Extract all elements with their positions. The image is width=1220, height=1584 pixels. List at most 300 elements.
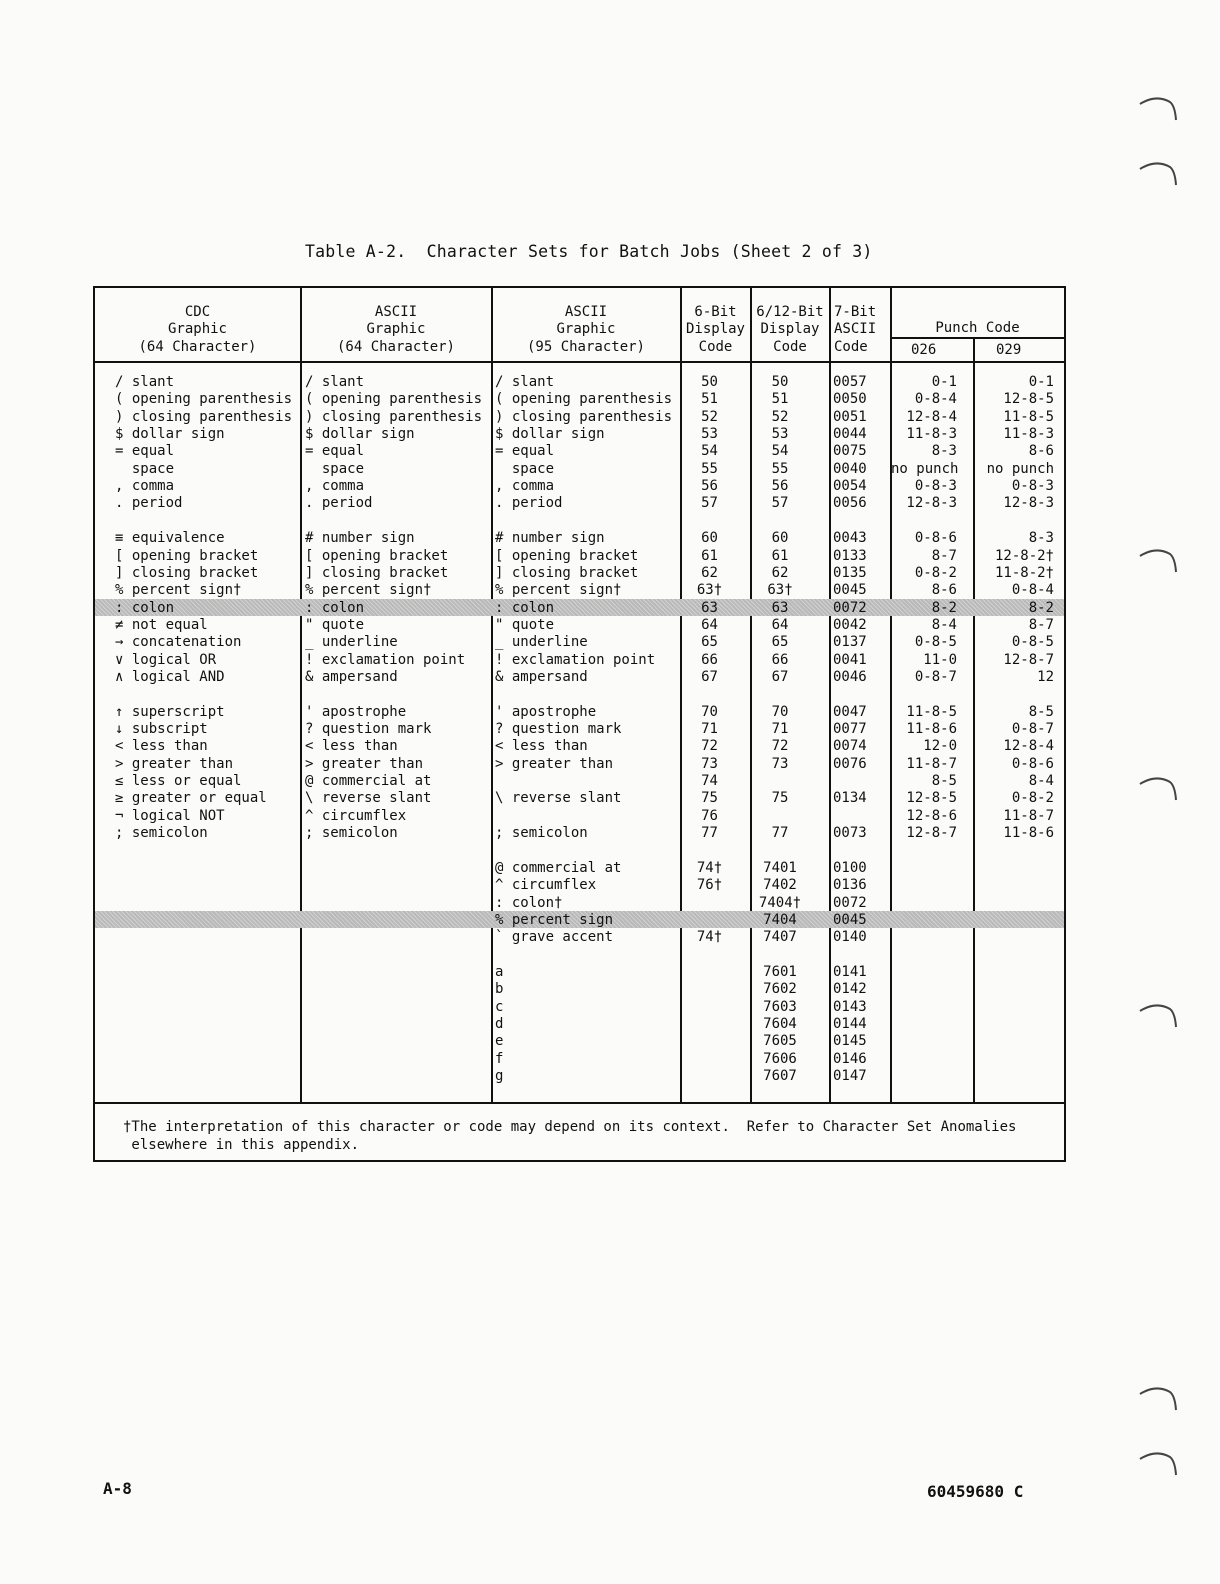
cell-ascii95-graphic: ) closing parenthesis [495,408,673,425]
cell-punch-029: 0-8-3 [1011,478,1054,495]
cell-7bit-ascii: 0051 [833,408,867,425]
cell-cdc-graphic [115,686,300,703]
cell-ascii95-graphic: < less than [495,738,588,755]
cell-6bit-display [681,1068,738,1085]
cell-7bit-ascii: 0145 [833,1033,867,1050]
cell-punch-026: 0-8-5 [914,634,957,651]
binder-hole-mark [1138,90,1178,124]
cell-punch-026: 8-4 [931,616,957,633]
cell-punch-029 [974,686,1054,703]
cell-7bit-ascii: 0045 [833,582,867,599]
cell-7bit-ascii: 0072 [833,599,867,616]
cell-ascii64-graphic: ? question mark [305,721,432,737]
cell-punch-026: 12-8-7 [906,825,957,842]
cell-7bit-ascii: 0076 [833,755,867,772]
cell-cdc-graphic [115,895,300,912]
cell-6bit-display [681,1016,738,1033]
cell-cdc-graphic: ↓ subscript [115,721,208,737]
cell-ascii64-graphic: : colon [305,599,365,616]
cell-ascii64-graphic: # number sign [305,530,415,547]
cell-7bit-ascii [833,842,889,859]
cell-punch-026 [891,877,957,894]
cell-ascii95-graphic: : colon [495,599,555,616]
cell-ascii95-graphic: ? question mark [495,721,622,737]
header-6bit-display: 6-Bit Display Code [685,304,745,355]
cell-cdc-graphic: ≡ equivalence [115,530,225,547]
cell-7bit-ascii [833,513,889,530]
cell-punch-029 [974,929,1054,946]
cell-612bit-display: 77 [771,825,789,842]
cell-ascii95-graphic: [ opening bracket [495,547,639,564]
header-punch-code: Punch Code [935,320,1020,336]
cell-7bit-ascii [833,686,889,703]
cell-7bit-ascii: 0043 [833,530,867,547]
cell-612bit-display [751,947,809,964]
cell-ascii64-graphic [305,1068,491,1085]
cell-ascii95-graphic: c [495,998,504,1015]
cell-612bit-display: 71 [771,721,789,737]
cell-punch-026: 12-8-3 [906,495,957,512]
cell-ascii64-graphic [305,513,491,530]
cell-punch-026 [891,842,957,859]
cell-612bit-display: 55 [771,460,789,477]
cell-ascii64-graphic [305,912,491,929]
cell-6bit-display: 71 [701,721,718,737]
cell-punch-026 [891,895,957,912]
cell-6bit-display [681,964,738,981]
cell-7bit-ascii [833,808,889,825]
cell-ascii64-graphic: space [305,460,365,477]
cell-ascii64-graphic: . period [305,495,373,512]
cell-punch-029: 11-8-5 [1003,408,1054,425]
cell-612bit-display: 53 [771,426,789,443]
cell-612bit-display: 75 [771,790,789,807]
table-title: Table A-2. Character Sets for Batch Jobs (Sheet 2 of 3) [305,242,873,261]
cell-cdc-graphic: ( opening parenthesis [115,391,293,408]
cell-ascii64-graphic: ; semicolon [305,825,398,842]
cell-punch-026: 11-0 [923,651,957,668]
cell-punch-029: 0-8-7 [1011,721,1054,737]
cell-612bit-display [751,842,809,859]
cell-612bit-display: 63† [767,582,793,599]
cell-612bit-display: 7401 [763,859,797,876]
cell-6bit-display: 57 [701,495,718,512]
cell-ascii64-graphic [305,842,491,859]
cell-punch-026: 0-8-2 [914,564,957,581]
cell-6bit-display: 76 [701,807,718,824]
cell-612bit-display: 57 [771,495,789,512]
cell-ascii95-graphic: ! exclamation point [495,651,656,668]
cell-punch-026 [891,1016,957,1033]
cell-ascii95-graphic: b [495,981,504,998]
cell-612bit-display: 7604 [763,1015,797,1032]
cell-punch-026: 0-8-3 [914,478,957,495]
cell-cdc-graphic: ; semicolon [115,825,208,842]
cell-7bit-ascii: 0046 [833,668,867,685]
cell-punch-029: 8-4 [1028,773,1054,790]
cell-6bit-display [681,1051,738,1068]
cell-ascii95-graphic: . period [495,495,563,512]
col-divider [300,288,302,1103]
cell-ascii64-graphic [305,981,491,998]
cell-7bit-ascii: 0134 [833,790,867,807]
cell-612bit-display: 61 [771,547,789,564]
cell-7bit-ascii: 0141 [833,963,867,980]
cell-612bit-display: 70 [771,703,789,720]
cell-6bit-display: 54 [701,443,718,460]
cell-7bit-ascii: 0057 [833,374,867,390]
cell-7bit-ascii: 0146 [833,1050,867,1067]
cell-cdc-graphic: $ dollar sign [115,426,225,443]
cell-612bit-display: 62 [771,564,789,581]
cell-ascii95-graphic: a [495,963,504,980]
cell-ascii64-graphic: = equal [305,443,365,460]
cell-7bit-ascii: 0056 [833,495,867,512]
binder-hole-mark [1138,1380,1178,1414]
cell-punch-029: 12-8-2† [994,547,1054,564]
cell-ascii64-graphic [305,999,491,1016]
cell-6bit-display: 62 [701,564,718,581]
cell-punch-029: no punch [986,460,1054,477]
cell-ascii95-graphic: > greater than [495,755,614,772]
cell-cdc-graphic [115,513,300,530]
cell-ascii95-graphic: @ commercial at [495,859,622,876]
cell-7bit-ascii: 0147 [833,1068,867,1084]
cell-punch-026: 11-8-5 [906,703,957,720]
col-divider [829,288,831,1103]
cell-ascii64-graphic: ( opening parenthesis [305,391,483,408]
cell-ascii95-graphic: ( opening parenthesis [495,391,673,408]
cell-punch-029: 0-8-4 [1011,582,1054,599]
cell-7bit-ascii [833,947,889,964]
cell-punch-026: 12-0 [923,738,957,755]
cell-punch-026 [891,513,957,530]
cell-6bit-display: 74 [701,773,718,790]
cell-punch-029 [974,1033,1054,1050]
cell-punch-029 [974,877,1054,894]
cell-612bit-display: 63 [771,599,789,616]
cell-ascii64-graphic: @ commercial at [305,773,432,790]
cell-punch-026: 8-3 [931,443,957,460]
cell-7bit-ascii: 0040 [833,460,867,477]
cell-612bit-display: 7606 [763,1050,797,1067]
cell-ascii64-graphic [305,929,491,946]
binder-hole-mark [1138,542,1178,576]
binder-hole-mark [1138,770,1178,804]
cell-ascii64-graphic [305,686,491,703]
cell-punch-029: 11-8-6 [1003,825,1054,842]
cell-cdc-graphic: → concatenation [115,634,242,651]
cell-612bit-display: 65 [771,634,789,651]
cell-ascii95-graphic: " quote [495,616,555,633]
cell-punch-029 [974,964,1054,981]
cell-612bit-display: 7602 [763,981,797,998]
cell-6bit-display: 64 [701,616,718,633]
cell-cdc-graphic: : colon [115,599,175,616]
cell-punch-026: 12-8-5 [906,790,957,807]
cell-cdc-graphic: ≤ less or equal [115,773,242,790]
cell-6bit-display [681,981,738,998]
cell-7bit-ascii: 0075 [833,443,867,460]
cell-6bit-display: 63† [696,582,723,599]
cell-6bit-display: 67 [701,668,718,685]
cell-punch-026: no punch [891,460,959,477]
cell-punch-029 [974,1068,1054,1085]
cell-ascii64-graphic: ] closing bracket [305,564,449,581]
cell-punch-026 [891,964,957,981]
cell-7bit-ascii: 0142 [833,981,867,998]
cell-punch-029 [974,860,1054,877]
cell-ascii95-graphic: $ dollar sign [495,426,605,443]
page-number: A-8 [103,1479,132,1498]
cell-ascii95-graphic: e [495,1033,504,1050]
cell-ascii64-graphic [305,860,491,877]
cell-ascii95-graphic: / slant [495,374,555,390]
cell-punch-029 [974,999,1054,1016]
cell-cdc-graphic: < less than [115,738,208,755]
binder-hole-mark [1138,997,1178,1031]
cell-6bit-display [681,947,738,964]
cell-ascii95-graphic [495,808,681,825]
cell-ascii95-graphic: % percent sign† [495,582,622,599]
cell-cdc-graphic [115,860,300,877]
cell-6bit-display: 51 [701,391,718,408]
cell-612bit-display: 54 [771,443,789,460]
cell-ascii64-graphic: , comma [305,478,365,495]
cell-ascii64-graphic: < less than [305,738,398,755]
cell-punch-029: 8-7 [1028,616,1054,633]
cell-612bit-display [751,686,809,703]
cell-6bit-display: 73 [701,755,718,772]
cell-punch-026 [891,999,957,1016]
footnote: †The interpretation of this character or code may depend on its context. Refer to Character Set Anomalies elsewhere in this appendix. [123,1119,1017,1153]
cell-ascii95-graphic: g [495,1068,504,1084]
cell-612bit-display: 67 [771,668,789,685]
cell-ascii95-graphic [495,773,681,790]
cell-cdc-graphic: , comma [115,478,175,495]
col-divider [491,288,493,1103]
cell-punch-029: 0-8-2 [1011,790,1054,807]
cell-6bit-display [681,895,738,912]
cell-7bit-ascii: 0047 [833,703,867,720]
cell-6bit-display: 74† [696,929,723,946]
cell-6bit-display: 75 [701,790,718,807]
footnote-rule [95,1102,1064,1104]
cell-6bit-display [681,842,738,859]
cell-punch-029: 12-8-5 [1003,391,1054,408]
cell-612bit-display: 50 [771,374,789,390]
cell-6bit-display: 55 [701,460,718,477]
cell-ascii95-graphic: & ampersand [495,668,588,685]
cell-punch-026 [891,1033,957,1050]
cell-cdc-graphic: ↑ superscript [115,703,225,720]
cell-ascii95-graphic: ; semicolon [495,825,588,842]
cell-612bit-display: 7402 [763,877,797,894]
cell-cdc-graphic: ≠ not equal [115,616,208,633]
cell-punch-026: 12-8-4 [906,408,957,425]
cell-612bit-display [751,513,809,530]
cell-612bit-display: 56 [771,478,789,495]
cell-ascii95-graphic [495,686,681,703]
cell-6bit-display [681,513,738,530]
cell-7bit-ascii: 0072 [833,894,867,911]
cell-punch-029 [974,1016,1054,1033]
cell-ascii64-graphic: _ underline [305,634,398,651]
cell-punch-026: 0-8-7 [914,668,957,685]
cell-7bit-ascii: 0140 [833,929,867,946]
cell-612bit-display: 7607 [763,1068,797,1084]
cell-cdc-graphic: ∨ logical OR [115,651,217,668]
cell-ascii64-graphic: ' apostrophe [305,703,407,720]
cell-cdc-graphic [115,981,300,998]
cell-cdc-graphic: ¬ logical NOT [115,807,225,824]
cell-cdc-graphic [115,842,300,859]
binder-hole-mark [1138,1445,1178,1479]
cell-cdc-graphic: = equal [115,443,175,460]
binder-hole-mark [1138,155,1178,189]
cell-cdc-graphic: > greater than [115,755,234,772]
header-7bit-ascii: 7-Bit ASCII Code [834,304,877,355]
cell-punch-029 [974,513,1054,530]
document-number: 60459680 C [927,1482,1024,1501]
cell-ascii95-graphic: ` grave accent [495,929,614,946]
cell-7bit-ascii [833,773,889,790]
cell-cdc-graphic [115,1068,300,1085]
cell-punch-026 [891,929,957,946]
cell-cdc-graphic: ] closing bracket [115,564,259,581]
cell-6bit-display: 61 [701,547,718,564]
cell-punch-026 [891,1068,957,1085]
cell-612bit-display: 52 [771,408,789,425]
cell-punch-029: 11-8-3 [1003,426,1054,443]
cell-punch-029 [974,947,1054,964]
cell-ascii95-graphic [495,513,681,530]
cell-6bit-display: 50 [701,374,718,390]
cell-ascii95-graphic: ] closing bracket [495,564,639,581]
cell-ascii95-graphic: % percent sign [495,911,614,928]
cell-ascii95-graphic: _ underline [495,634,588,651]
cell-6bit-display: 60 [701,530,718,547]
cell-ascii64-graphic: ) closing parenthesis [305,408,483,425]
cell-6bit-display [681,912,738,929]
cell-punch-026 [891,1051,957,1068]
cell-ascii64-graphic: ! exclamation point [305,651,466,668]
cell-ascii64-graphic: $ dollar sign [305,426,415,443]
cell-612bit-display: 66 [771,651,789,668]
cell-ascii95-graphic: d [495,1015,504,1032]
cell-6bit-display [681,999,738,1016]
cell-ascii95-graphic: ' apostrophe [495,703,597,720]
cell-ascii95-graphic: : colon† [495,894,563,911]
cell-6bit-display: 53 [701,426,718,443]
cell-punch-026: 11-8-7 [906,755,957,772]
cell-punch-026: 12-8-6 [906,807,957,824]
cell-6bit-display: 65 [701,634,718,651]
cell-6bit-display: 63 [701,599,718,616]
cell-punch-026: 8-5 [931,773,957,790]
cell-6bit-display [681,686,738,703]
cell-7bit-ascii: 0133 [833,547,867,564]
cell-ascii64-graphic [305,1051,491,1068]
cell-punch-026 [891,686,957,703]
cell-punch-029: 0-8-5 [1011,634,1054,651]
cell-cdc-graphic [115,1033,300,1050]
cell-cdc-graphic: ) closing parenthesis [115,408,293,425]
cell-612bit-display: 7404 [763,911,797,928]
cell-punch-026 [891,947,957,964]
header-ascii-95: ASCII Graphic (95 Character) [526,304,645,355]
header-punch-029: 029 [996,342,1022,358]
cell-punch-029: 0-8-6 [1011,755,1054,772]
cell-ascii64-graphic: / slant [305,374,365,390]
cell-ascii95-graphic: space [495,460,555,477]
cell-6bit-display: 74† [696,859,723,876]
cell-ascii64-graphic: > greater than [305,755,424,772]
cell-6bit-display [681,1033,738,1050]
cell-7bit-ascii: 0136 [833,877,867,894]
cell-6bit-display: 72 [701,738,718,755]
cell-ascii95-graphic [495,947,681,964]
cell-ascii95-graphic: f [495,1050,504,1067]
cell-cdc-graphic: / slant [115,374,175,390]
cell-cdc-graphic: ≥ greater or equal [115,790,267,807]
cell-punch-029: 11-8-7 [1003,807,1054,824]
cell-punch-029 [974,895,1054,912]
cell-punch-026 [891,860,957,877]
character-set-table [93,286,1066,1162]
cell-ascii64-graphic: \ reverse slant [305,790,432,807]
cell-punch-029: 12-8-3 [1003,495,1054,512]
cell-612bit-display: 51 [771,391,789,408]
cell-cdc-graphic [115,1051,300,1068]
cell-cdc-graphic: ∧ logical AND [115,668,225,685]
header-cdc-graphic: CDC Graphic (64 Character) [138,304,257,355]
cell-cdc-graphic [115,964,300,981]
cell-ascii95-graphic [495,842,681,859]
cell-7bit-ascii: 0100 [833,859,867,876]
cell-punch-029: 0-1 [1028,374,1054,390]
cell-punch-026 [891,912,957,929]
cell-612bit-display: 7407 [763,929,797,946]
cell-ascii64-graphic: & ampersand [305,668,398,685]
cell-punch-029: 11-8-2† [994,564,1054,581]
cell-612bit-display [751,808,809,825]
cell-ascii95-graphic: ^ circumflex [495,877,597,894]
cell-punch-029: 8-6 [1028,443,1054,460]
cell-cdc-graphic [115,912,300,929]
cell-7bit-ascii: 0042 [833,616,867,633]
header-punch-026: 026 [911,342,937,358]
cell-6bit-display: 66 [701,651,718,668]
cell-ascii95-graphic: , comma [495,478,555,495]
cell-cdc-graphic: space [115,460,175,477]
cell-punch-029: 12-8-4 [1003,738,1054,755]
cell-612bit-display: 7601 [763,963,797,980]
cell-punch-029 [974,1051,1054,1068]
header-rule [95,361,1064,363]
cell-cdc-graphic [115,1016,300,1033]
cell-6bit-display: 76† [696,877,723,894]
cell-7bit-ascii: 0050 [833,391,867,408]
cell-7bit-ascii: 0074 [833,738,867,755]
cell-6bit-display: 70 [701,703,718,720]
cell-7bit-ascii: 0045 [833,911,867,928]
cell-punch-026: 8-2 [931,599,957,616]
cell-7bit-ascii: 0073 [833,825,867,842]
cell-punch-029: 8-2 [1028,599,1054,616]
cell-7bit-ascii: 0144 [833,1015,867,1032]
cell-punch-029: 8-5 [1028,703,1054,720]
